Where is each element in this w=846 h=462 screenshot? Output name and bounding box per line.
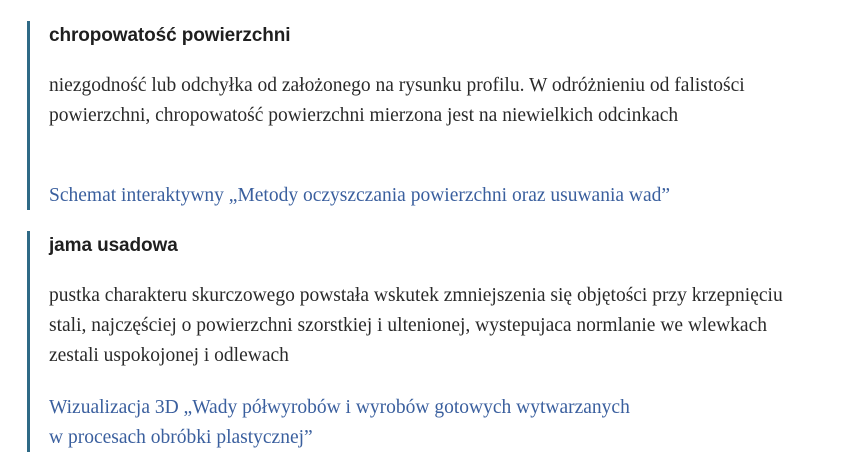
link-line-1[interactable]: Wizualizacja 3D „Wady półwyrobów i wyrobów gotowych wytwarzanych	[49, 397, 630, 418]
glossary-term: jama usadowa	[49, 235, 178, 256]
interactive-scheme-link[interactable]: Schemat interaktywny „Metody oczyszczania powierzchni oraz usuwania wad”	[49, 185, 671, 206]
link-line-2[interactable]: w procesach obróbki plastycznej”	[49, 427, 313, 448]
glossary-term: chropowatość powierzchni	[49, 25, 291, 46]
glossary-definition: pustka charakteru skurczowego powstała wskutek zmniejszenia się objętości przy krzepnięciu stali, najczęściej o powierzchni szorstkiej i ultenionej, wystepujaca normlanie we wlewkach zestali uspokojonej i odlewach	[49, 285, 783, 366]
glossary-entry-jama-usadowa	[27, 231, 817, 452]
glossary-definition: niezgodność lub odchyłka od założonego na rysunku profilu. W odróżnieniu od falistości powierzchni, chropowatość powierzchni mierzona jest na niewielkich odcinkach	[49, 75, 745, 126]
glossary-entry-chropowatosc	[27, 21, 817, 210]
visualization-3d-link[interactable]	[49, 393, 809, 453]
